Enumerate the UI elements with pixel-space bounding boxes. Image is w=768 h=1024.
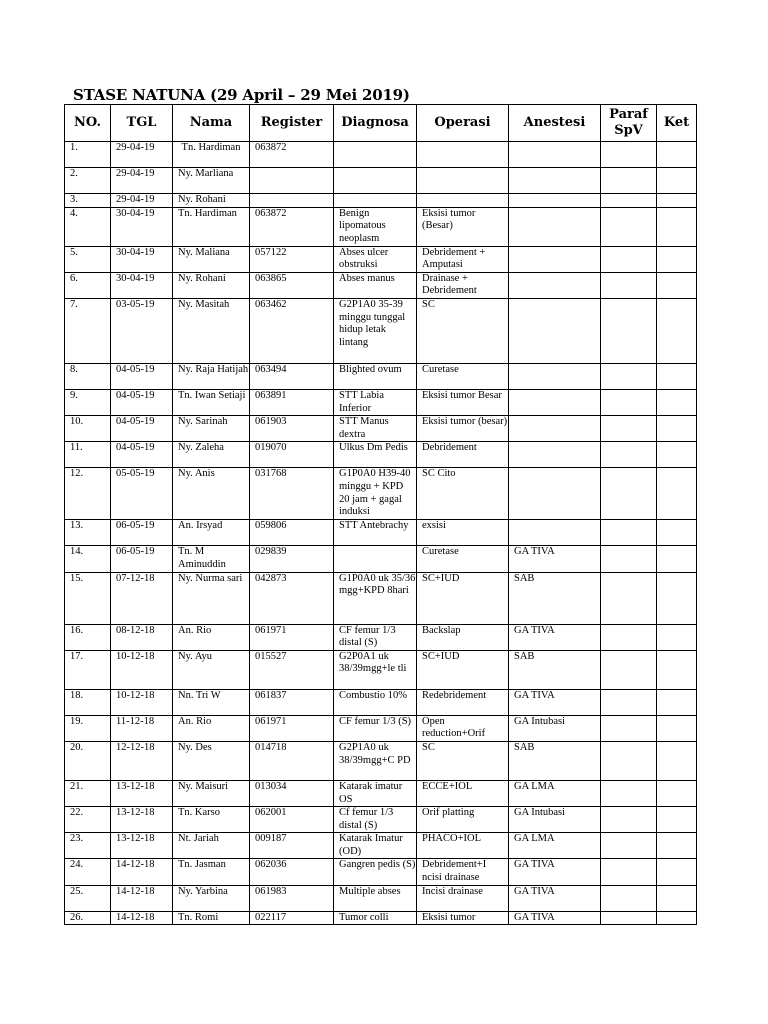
cell-anestesi: GA TIVA <box>509 624 601 650</box>
cell-no: 3. <box>65 194 111 208</box>
cell-diagnosa: Abses manus <box>334 272 417 298</box>
table-row <box>65 859 697 885</box>
cell-no: 10. <box>65 416 111 442</box>
cell-register: 063891 <box>250 389 334 415</box>
cell-ket <box>657 833 697 859</box>
cell-no: 26. <box>65 911 111 925</box>
cell-no: 17. <box>65 650 111 689</box>
cell-tgl: 14-12-18 <box>111 885 173 911</box>
cell-tgl: 30-04-19 <box>111 272 173 298</box>
cell-ket <box>657 363 697 389</box>
cell-anestesi <box>509 389 601 415</box>
cell-anestesi: GA TIVA <box>509 859 601 885</box>
cell-tgl: 14-12-18 <box>111 911 173 925</box>
surgery-log-table <box>64 104 697 925</box>
cell-tgl: 12-12-18 <box>111 741 173 780</box>
cell-tgl: 10-12-18 <box>111 650 173 689</box>
cell-no: 6. <box>65 272 111 298</box>
cell-paraf <box>601 142 657 168</box>
cell-paraf <box>601 911 657 925</box>
cell-register <box>250 168 334 194</box>
cell-register: 063462 <box>250 298 334 363</box>
table-row <box>65 807 697 833</box>
cell-ket <box>657 911 697 925</box>
cell-nama: Ny. Maliana <box>173 246 250 272</box>
cell-operasi: SC <box>417 298 509 363</box>
table-row <box>65 416 697 442</box>
cell-diagnosa: Ulkus Dm Pedis <box>334 442 417 468</box>
table-row <box>65 741 697 780</box>
cell-register: 062036 <box>250 859 334 885</box>
cell-ket <box>657 416 697 442</box>
table-row <box>65 572 697 624</box>
cell-nama: Tn. Jasman <box>173 859 250 885</box>
cell-anestesi <box>509 298 601 363</box>
cell-diagnosa: STT Antebrachy <box>334 520 417 546</box>
cell-no: 8. <box>65 363 111 389</box>
cell-nama: Ny. Marliana <box>173 168 250 194</box>
cell-anestesi <box>509 416 601 442</box>
table-row <box>65 142 697 168</box>
cell-operasi: SC <box>417 741 509 780</box>
cell-operasi: Backslap <box>417 624 509 650</box>
cell-ket <box>657 650 697 689</box>
cell-ket <box>657 168 697 194</box>
cell-tgl: 04-05-19 <box>111 363 173 389</box>
cell-tgl: 30-04-19 <box>111 246 173 272</box>
cell-anestesi <box>509 142 601 168</box>
cell-register: 063865 <box>250 272 334 298</box>
header-no: NO. <box>65 105 111 142</box>
cell-nama: Ny. Yarbina <box>173 885 250 911</box>
header-register: Register <box>250 105 334 142</box>
cell-anestesi <box>509 468 601 520</box>
cell-operasi: Curetase <box>417 546 509 572</box>
cell-no: 4. <box>65 207 111 246</box>
cell-anestesi: SAB <box>509 650 601 689</box>
cell-nama: Ny. Sarinah <box>173 416 250 442</box>
cell-ket <box>657 715 697 741</box>
cell-operasi: SC+IUD <box>417 572 509 624</box>
cell-anestesi: GA TIVA <box>509 689 601 715</box>
cell-register: 029839 <box>250 546 334 572</box>
cell-anestesi <box>509 363 601 389</box>
cell-paraf <box>601 194 657 208</box>
cell-operasi: Eksisi tumor <box>417 911 509 925</box>
table-row <box>65 546 697 572</box>
table-row <box>65 624 697 650</box>
cell-operasi: exsisi <box>417 520 509 546</box>
cell-paraf <box>601 885 657 911</box>
table-row <box>65 389 697 415</box>
table-row <box>65 911 697 925</box>
cell-register: 063872 <box>250 142 334 168</box>
cell-ket <box>657 859 697 885</box>
cell-diagnosa <box>334 194 417 208</box>
cell-paraf <box>601 272 657 298</box>
cell-tgl: 13-12-18 <box>111 833 173 859</box>
cell-nama: Tn. M Aminuddin <box>173 546 250 572</box>
cell-diagnosa: G2P1A0 35-39 minggu tunggal hidup letak lintang <box>334 298 417 363</box>
cell-ket <box>657 780 697 806</box>
cell-paraf <box>601 715 657 741</box>
cell-no: 12. <box>65 468 111 520</box>
cell-no: 20. <box>65 741 111 780</box>
table-row <box>65 520 697 546</box>
cell-anestesi: GA TIVA <box>509 911 601 925</box>
cell-paraf <box>601 246 657 272</box>
cell-nama: Ny. Zaleha <box>173 442 250 468</box>
cell-paraf <box>601 298 657 363</box>
cell-paraf <box>601 689 657 715</box>
cell-nama: Tn. Hardiman <box>173 142 250 168</box>
table-row <box>65 194 697 208</box>
cell-register: 057122 <box>250 246 334 272</box>
header-row <box>65 105 697 142</box>
cell-tgl: 13-12-18 <box>111 807 173 833</box>
cell-diagnosa: Abses ulcer obstruksi <box>334 246 417 272</box>
cell-paraf <box>601 363 657 389</box>
cell-no: 19. <box>65 715 111 741</box>
cell-operasi <box>417 194 509 208</box>
cell-anestesi <box>509 168 601 194</box>
cell-register: 031768 <box>250 468 334 520</box>
cell-tgl: 07-12-18 <box>111 572 173 624</box>
cell-nama: An. Irsyad <box>173 520 250 546</box>
cell-diagnosa: CF femur 1/3 (S) <box>334 715 417 741</box>
cell-paraf <box>601 442 657 468</box>
cell-tgl: 08-12-18 <box>111 624 173 650</box>
cell-diagnosa <box>334 142 417 168</box>
cell-diagnosa: CF femur 1/3 distal (S) <box>334 624 417 650</box>
header-diagnosa: Diagnosa <box>334 105 417 142</box>
cell-anestesi <box>509 207 601 246</box>
cell-paraf <box>601 389 657 415</box>
table-row <box>65 689 697 715</box>
cell-diagnosa: Katarak imatur OS <box>334 780 417 806</box>
cell-anestesi: GA LMA <box>509 780 601 806</box>
table-row <box>65 650 697 689</box>
cell-register: 063494 <box>250 363 334 389</box>
cell-nama: Ny. Anis <box>173 468 250 520</box>
cell-ket <box>657 272 697 298</box>
cell-ket <box>657 442 697 468</box>
cell-anestesi <box>509 246 601 272</box>
cell-tgl: 29-04-19 <box>111 194 173 208</box>
cell-diagnosa <box>334 546 417 572</box>
cell-no: 5. <box>65 246 111 272</box>
cell-register: 061983 <box>250 885 334 911</box>
cell-operasi: Incisi drainase <box>417 885 509 911</box>
cell-register: 015527 <box>250 650 334 689</box>
cell-register: 061971 <box>250 624 334 650</box>
cell-operasi: Debridement <box>417 442 509 468</box>
cell-operasi: Orif platting <box>417 807 509 833</box>
cell-diagnosa: G2P0A1 uk 38/39mgg+le tli <box>334 650 417 689</box>
cell-paraf <box>601 741 657 780</box>
cell-no: 22. <box>65 807 111 833</box>
cell-ket <box>657 572 697 624</box>
cell-tgl: 29-04-19 <box>111 142 173 168</box>
table-row <box>65 363 697 389</box>
cell-register: 014718 <box>250 741 334 780</box>
cell-paraf <box>601 168 657 194</box>
cell-no: 2. <box>65 168 111 194</box>
cell-register: 022117 <box>250 911 334 925</box>
cell-no: 21. <box>65 780 111 806</box>
cell-diagnosa: Tumor colli <box>334 911 417 925</box>
header-paraf-spv: Paraf SpV <box>601 105 657 142</box>
cell-diagnosa: STT Manus dextra <box>334 416 417 442</box>
cell-ket <box>657 520 697 546</box>
cell-tgl: 04-05-19 <box>111 442 173 468</box>
cell-nama: Ny. Maisuri <box>173 780 250 806</box>
table-row <box>65 442 697 468</box>
cell-nama: Ny. Rohani <box>173 194 250 208</box>
table-row <box>65 207 697 246</box>
cell-tgl: 06-05-19 <box>111 546 173 572</box>
cell-operasi: Curetase <box>417 363 509 389</box>
cell-anestesi <box>509 520 601 546</box>
cell-operasi: Debridement+I ncisi drainase <box>417 859 509 885</box>
cell-ket <box>657 885 697 911</box>
table-row <box>65 272 697 298</box>
cell-nama: Ny. Nurma sari <box>173 572 250 624</box>
table-row <box>65 468 697 520</box>
cell-no: 23. <box>65 833 111 859</box>
cell-diagnosa: Benign lipomatous neoplasm <box>334 207 417 246</box>
cell-paraf <box>601 859 657 885</box>
cell-tgl: 14-12-18 <box>111 859 173 885</box>
cell-ket <box>657 246 697 272</box>
cell-diagnosa: Gangren pedis (S) <box>334 859 417 885</box>
cell-no: 1. <box>65 142 111 168</box>
cell-no: 13. <box>65 520 111 546</box>
cell-paraf <box>601 833 657 859</box>
cell-anestesi: GA Intubasi <box>509 807 601 833</box>
cell-register: 063872 <box>250 207 334 246</box>
cell-ket <box>657 807 697 833</box>
cell-anestesi: GA LMA <box>509 833 601 859</box>
header-ket: Ket <box>657 105 697 142</box>
header-operasi: Operasi <box>417 105 509 142</box>
cell-paraf <box>601 780 657 806</box>
cell-paraf <box>601 416 657 442</box>
table-row <box>65 246 697 272</box>
cell-operasi: ECCE+IOL <box>417 780 509 806</box>
cell-anestesi: GA TIVA <box>509 885 601 911</box>
cell-tgl: 11-12-18 <box>111 715 173 741</box>
cell-anestesi: GA TIVA <box>509 546 601 572</box>
cell-nama: Nt. Jariah <box>173 833 250 859</box>
cell-no: 24. <box>65 859 111 885</box>
cell-operasi: Open reduction+Orif <box>417 715 509 741</box>
cell-register: 059806 <box>250 520 334 546</box>
cell-register: 013034 <box>250 780 334 806</box>
cell-nama: Ny. Masitah <box>173 298 250 363</box>
table-row <box>65 780 697 806</box>
cell-diagnosa: Cf femur 1/3 distal (S) <box>334 807 417 833</box>
header-tgl: TGL <box>111 105 173 142</box>
cell-operasi: Eksisi tumor (Besar) <box>417 207 509 246</box>
cell-operasi: SC Cito <box>417 468 509 520</box>
cell-operasi: Drainase + Debridement <box>417 272 509 298</box>
cell-nama: Tn. Romi <box>173 911 250 925</box>
cell-register: 009187 <box>250 833 334 859</box>
cell-paraf <box>601 572 657 624</box>
cell-tgl: 03-05-19 <box>111 298 173 363</box>
cell-anestesi: GA Intubasi <box>509 715 601 741</box>
header-anestesi: Anestesi <box>509 105 601 142</box>
cell-ket <box>657 689 697 715</box>
cell-nama: An. Rio <box>173 624 250 650</box>
cell-paraf <box>601 546 657 572</box>
cell-ket <box>657 546 697 572</box>
cell-anestesi <box>509 272 601 298</box>
cell-nama: Tn. Karso <box>173 807 250 833</box>
cell-diagnosa: G2P1A0 uk 38/39mgg+C PD <box>334 741 417 780</box>
document-title: STASE NATUNA (29 April – 29 Mei 2019) <box>73 86 410 104</box>
table-row <box>65 885 697 911</box>
cell-diagnosa: Blighted ovum <box>334 363 417 389</box>
cell-paraf <box>601 207 657 246</box>
cell-no: 9. <box>65 389 111 415</box>
cell-operasi <box>417 142 509 168</box>
cell-operasi: SC+IUD <box>417 650 509 689</box>
cell-operasi: Eksisi tumor (besar) <box>417 416 509 442</box>
cell-register: 019070 <box>250 442 334 468</box>
cell-tgl: 06-05-19 <box>111 520 173 546</box>
cell-diagnosa: Combustio 10% <box>334 689 417 715</box>
cell-nama: Ny. Rohani <box>173 272 250 298</box>
cell-nama: Tn. Hardiman <box>173 207 250 246</box>
cell-no: 25. <box>65 885 111 911</box>
table-row <box>65 833 697 859</box>
cell-tgl: 05-05-19 <box>111 468 173 520</box>
cell-diagnosa: Multiple abses <box>334 885 417 911</box>
cell-nama: Ny. Raja Hatijah <box>173 363 250 389</box>
cell-diagnosa: Katarak Imatur (OD) <box>334 833 417 859</box>
cell-operasi: PHACO+IOL <box>417 833 509 859</box>
cell-ket <box>657 298 697 363</box>
cell-tgl: 10-12-18 <box>111 689 173 715</box>
cell-operasi: Eksisi tumor Besar <box>417 389 509 415</box>
cell-no: 16. <box>65 624 111 650</box>
cell-tgl: 04-05-19 <box>111 416 173 442</box>
cell-ket <box>657 389 697 415</box>
cell-diagnosa: G1P0A0 H39-40 minggu + KPD 20 jam + gagal induksi <box>334 468 417 520</box>
cell-register <box>250 194 334 208</box>
cell-no: 7. <box>65 298 111 363</box>
cell-diagnosa: G1P0A0 uk 35/36 mgg+KPD 8hari <box>334 572 417 624</box>
cell-nama: An. Rio <box>173 715 250 741</box>
cell-nama: Ny. Ayu <box>173 650 250 689</box>
cell-diagnosa: STT Labia Inferior <box>334 389 417 415</box>
cell-paraf <box>601 520 657 546</box>
cell-ket <box>657 194 697 208</box>
cell-tgl: 04-05-19 <box>111 389 173 415</box>
cell-no: 11. <box>65 442 111 468</box>
cell-tgl: 30-04-19 <box>111 207 173 246</box>
cell-ket <box>657 207 697 246</box>
cell-diagnosa <box>334 168 417 194</box>
cell-ket <box>657 624 697 650</box>
cell-register: 061903 <box>250 416 334 442</box>
cell-ket <box>657 142 697 168</box>
cell-paraf <box>601 650 657 689</box>
cell-ket <box>657 741 697 780</box>
table-row <box>65 168 697 194</box>
cell-tgl: 13-12-18 <box>111 780 173 806</box>
cell-register: 062001 <box>250 807 334 833</box>
cell-operasi: Debridement + Amputasi <box>417 246 509 272</box>
cell-paraf <box>601 807 657 833</box>
cell-tgl: 29-04-19 <box>111 168 173 194</box>
cell-paraf <box>601 468 657 520</box>
cell-nama: Tn. Iwan Setiaji <box>173 389 250 415</box>
cell-ket <box>657 468 697 520</box>
cell-anestesi: SAB <box>509 572 601 624</box>
cell-nama: Nn. Tri W <box>173 689 250 715</box>
cell-operasi <box>417 168 509 194</box>
cell-no: 14. <box>65 546 111 572</box>
cell-anestesi <box>509 194 601 208</box>
cell-paraf <box>601 624 657 650</box>
cell-no: 18. <box>65 689 111 715</box>
cell-nama: Ny. Des <box>173 741 250 780</box>
cell-no: 15. <box>65 572 111 624</box>
cell-anestesi: SAB <box>509 741 601 780</box>
cell-operasi: Redebridement <box>417 689 509 715</box>
header-nama: Nama <box>173 105 250 142</box>
table-row <box>65 298 697 363</box>
table-row <box>65 715 697 741</box>
cell-register: 061837 <box>250 689 334 715</box>
cell-register: 061971 <box>250 715 334 741</box>
cell-anestesi <box>509 442 601 468</box>
cell-register: 042873 <box>250 572 334 624</box>
